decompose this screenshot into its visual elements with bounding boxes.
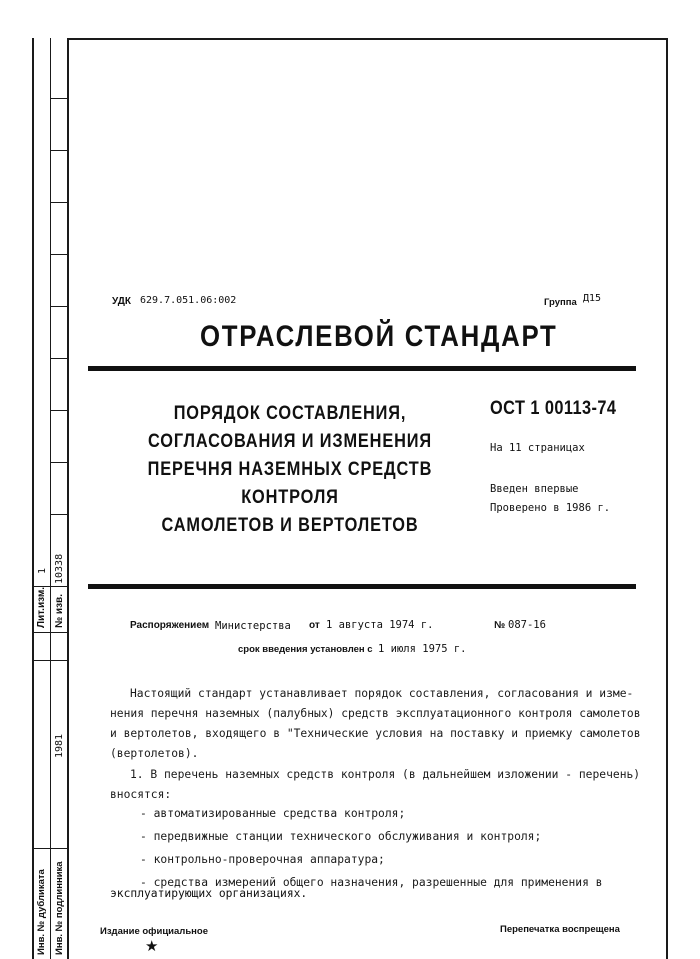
- body-list: [140, 804, 640, 893]
- checked-note: Проверено в 1986 г.: [490, 502, 611, 514]
- list-item: - средства измерений общего назначения, разрешенные для применения в: [140, 876, 603, 889]
- list-item: - контрольно-проверочная аппаратура;: [140, 853, 385, 866]
- document-title-line: ПОРЯДОК СОСТАВЛЕНИЯ,: [173, 403, 407, 424]
- doc-no-label: № изв.: [54, 594, 65, 628]
- side-tick: [32, 660, 68, 661]
- order-label: Распоряжением: [130, 620, 210, 631]
- body-last-line: эксплуатирующих организациях.: [110, 887, 308, 900]
- number-label: №: [494, 620, 506, 631]
- standard-code: ОСТ 1 00113-74: [490, 398, 617, 419]
- dup-inventory-label: Инв. № дубликата: [36, 869, 47, 955]
- frame-top-line: [67, 38, 667, 40]
- list-item: - автоматизированные средства контроля;: [140, 807, 406, 820]
- side-tick: [50, 410, 68, 411]
- document-title-line: СОГЛАСОВАНИЯ И ИЗМЕНЕНИЯ: [148, 431, 432, 452]
- frame-left-outer-line: [32, 38, 34, 959]
- frame-side-column-line: [50, 38, 51, 959]
- side-tick: [50, 306, 68, 307]
- document-title: [127, 400, 454, 540]
- reprint-notice: Перепечатка воспрещена: [500, 924, 620, 935]
- side-tick: [32, 632, 68, 633]
- order-date: 1 августа 1974 г.: [326, 619, 434, 631]
- lit-label: Лит.изм.: [36, 586, 47, 628]
- body-line: вносятся:: [110, 788, 172, 801]
- order-number: 087-16: [508, 619, 546, 631]
- middle-divider: [88, 584, 636, 589]
- introduced-note: Введен впервые: [490, 483, 579, 495]
- star-icon: ★: [145, 937, 159, 955]
- body-line: Настоящий стандарт устанавливает порядок составления, согласования и изме-: [130, 687, 634, 700]
- body-paragraph-1: [110, 684, 641, 764]
- pages-count: На 11 страницах: [490, 442, 585, 454]
- term-date: 1 июля 1975 г.: [378, 643, 467, 655]
- side-tick: [32, 848, 68, 849]
- side-tick: [50, 150, 68, 151]
- udk-label: УДК: [112, 296, 131, 307]
- body-item-1: [110, 765, 641, 805]
- frame-right-line: [666, 38, 668, 959]
- body-line: 1. В перечень наземных средств контроля (в дальнейшем изложении - перечень): [130, 768, 641, 781]
- top-divider: [88, 366, 636, 371]
- official-edition: Издание официальное: [100, 926, 208, 937]
- side-tick: [50, 358, 68, 359]
- term-label: срок введения установлен с: [238, 644, 373, 655]
- group-label: Группа: [544, 297, 577, 308]
- udk-value: 629.7.051.06:002: [140, 295, 237, 306]
- orig-inventory-label: Инв. № подлинника: [54, 861, 65, 955]
- group-value: Д15: [583, 293, 602, 304]
- side-tick: [50, 202, 68, 203]
- body-line: (вертолетов).: [110, 747, 199, 760]
- side-tick: [50, 462, 68, 463]
- year-value: 1981: [54, 733, 65, 758]
- lit-value: 1: [37, 567, 48, 574]
- document-title-line: САМОЛЕТОВ И ВЕРТОЛЕТОВ: [161, 515, 419, 536]
- ministry: Министерства: [215, 620, 291, 632]
- body-line: нения перечня наземных (палубных) средств эксплуатационного контроля самолетов: [110, 707, 641, 720]
- side-tick: [50, 254, 68, 255]
- document-title-line: ПЕРЕЧНЯ НАЗЕМНЫХ СРЕДСТВ КОНТРОЛЯ: [147, 459, 433, 508]
- main-title: ОТРАСЛЕВОЙ СТАНДАРТ: [200, 320, 558, 353]
- list-item: - передвижные станции технического обслуживания и контроля;: [140, 830, 542, 843]
- frame-left-inner-line: [67, 38, 69, 959]
- body-line: и вертолетов, входящего в "Технические условия на поставку и приемку самолетов: [110, 727, 641, 740]
- from-label: от: [309, 620, 320, 631]
- side-tick: [50, 514, 68, 515]
- doc-no-value: 10338: [54, 553, 65, 584]
- side-tick: [50, 98, 68, 99]
